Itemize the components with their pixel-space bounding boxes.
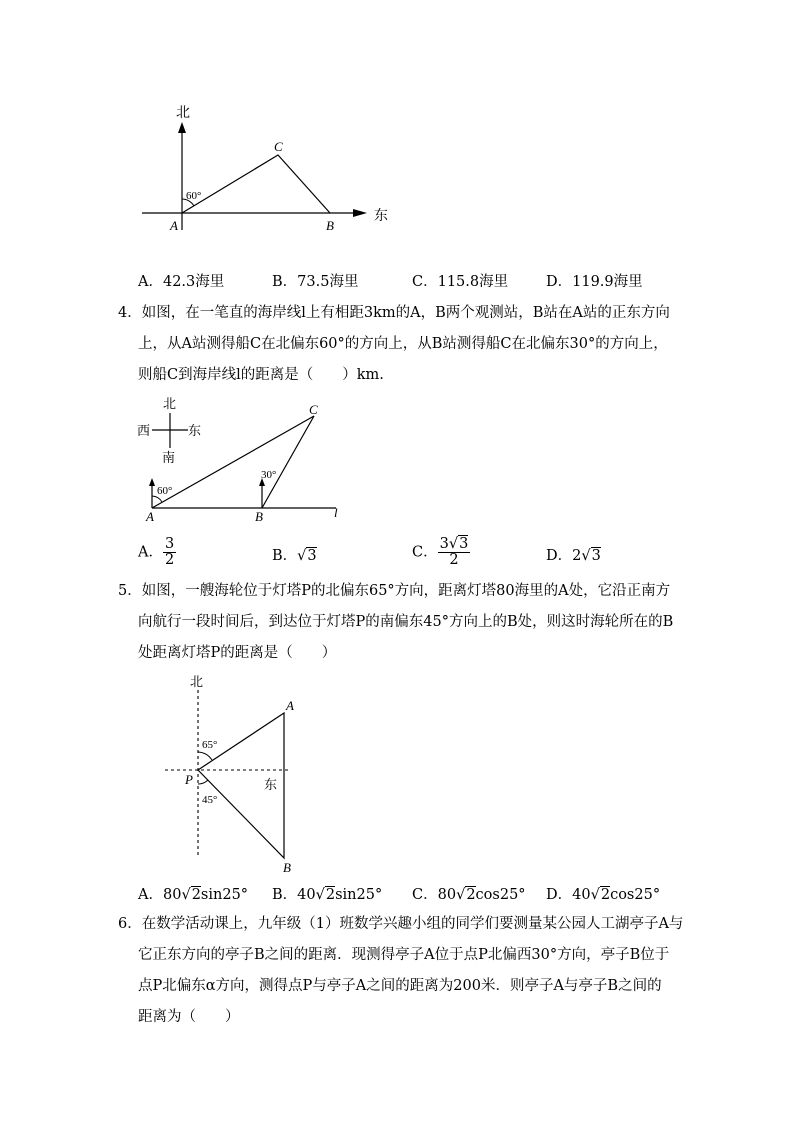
option-label: C． xyxy=(412,887,438,903)
point-b: B xyxy=(326,218,334,233)
q6-line-4: 距离为（ ） xyxy=(138,1009,240,1025)
point-p: P xyxy=(185,772,193,787)
q5-option-a[interactable]: A．80√2sin25° xyxy=(138,887,249,903)
q6-line-3: 点P北偏东α方向，测得点P与亭子A之间的距离为200米．则亭子A与亭子B之间的 xyxy=(138,978,662,994)
compass-west: 西 xyxy=(137,423,151,438)
q5-line-1: 5．如图，一艘海轮位于灯塔P的北偏东65°方向，距离灯塔80海里的A处，它沿正南方 xyxy=(118,583,671,599)
point-c: C xyxy=(309,402,318,417)
angle-45: 45° xyxy=(202,794,218,806)
compass-south: 南 xyxy=(162,450,176,465)
option-label: D． xyxy=(546,887,573,903)
q4-option-a[interactable] xyxy=(138,537,176,568)
point-a: A xyxy=(170,218,178,233)
q3-option-d[interactable]: D．119.9海里 xyxy=(546,274,643,290)
q6-line-1: 6．在数学活动课上，九年级（1）班数学兴趣小组的同学们要测量某公园人工湖亭子A与 xyxy=(118,916,684,932)
compass-north: 北 xyxy=(163,396,177,411)
q5-option-d[interactable]: D．40√2cos25° xyxy=(546,887,661,903)
option-label: A． xyxy=(138,887,163,903)
option-label: C． xyxy=(412,544,438,561)
q6-line-2: 它正东方向的亭子B之间的距离．现测得亭子A位于点P北偏西30°方向，亭子B位于 xyxy=(138,947,670,963)
angle-30: 30° xyxy=(261,469,277,481)
fraction: $\frac{3}{2}$ xyxy=(164,536,175,568)
q5-line-2: 向航行一段时间后，到达位于灯塔P的南偏东45°方向上的B处，则这时海轮所在的B xyxy=(138,614,674,630)
point-b: B xyxy=(283,860,291,875)
q4-line-2: 上，从A站测得船C在北偏东60°的方向上，从B站测得船C在北偏东30°的方向上， xyxy=(138,336,668,352)
q4-option-b[interactable]: B．√3 xyxy=(272,548,317,564)
q5-line-3: 处距离灯塔P的距离是（ ） xyxy=(138,645,337,661)
east-label: 东 xyxy=(374,209,388,224)
point-a: A xyxy=(286,698,294,713)
point-c: C xyxy=(274,139,283,154)
q4-line-3: 则船C到海岸线l的距离是（ ）km. xyxy=(138,367,384,383)
q4-option-d[interactable]: D．2√3 xyxy=(546,548,601,564)
option-label: B． xyxy=(272,548,298,564)
fraction: $\frac{3√3}{2}$ xyxy=(439,536,469,568)
line-l: l xyxy=(334,505,338,520)
point-a: A xyxy=(146,509,154,524)
option-label: A． xyxy=(138,544,163,561)
q4-line-1: 4．如图，在一笔直的海岸线l上有相距3km的A，B两个观测站，B站在A站的正东方向 xyxy=(118,305,670,321)
angle-label: 60° xyxy=(186,190,202,202)
figure-q4 xyxy=(135,395,355,525)
q5-option-c[interactable]: C．80√2cos25° xyxy=(412,887,526,903)
point-b: B xyxy=(255,509,263,524)
north-label: 北 xyxy=(190,674,204,689)
angle-60: 60° xyxy=(157,485,173,497)
option-label: B． xyxy=(272,887,298,903)
q5-option-b[interactable]: B．40√2sin25° xyxy=(272,887,383,903)
option-label: D． xyxy=(546,548,573,564)
figure-q5 xyxy=(160,670,320,880)
q3-option-b[interactable]: B．73.5海里 xyxy=(272,274,359,290)
north-label: 北 xyxy=(176,106,190,121)
q4-option-c[interactable] xyxy=(412,537,470,568)
compass-east: 东 xyxy=(188,423,202,438)
angle-65: 65° xyxy=(202,739,218,751)
east-label: 东 xyxy=(264,777,278,792)
q3-option-c[interactable]: C．115.8海里 xyxy=(412,274,509,290)
radicand: 3 xyxy=(307,548,317,564)
q3-option-a[interactable]: A．42.3海里 xyxy=(138,274,225,290)
figure-q3 xyxy=(130,95,400,245)
